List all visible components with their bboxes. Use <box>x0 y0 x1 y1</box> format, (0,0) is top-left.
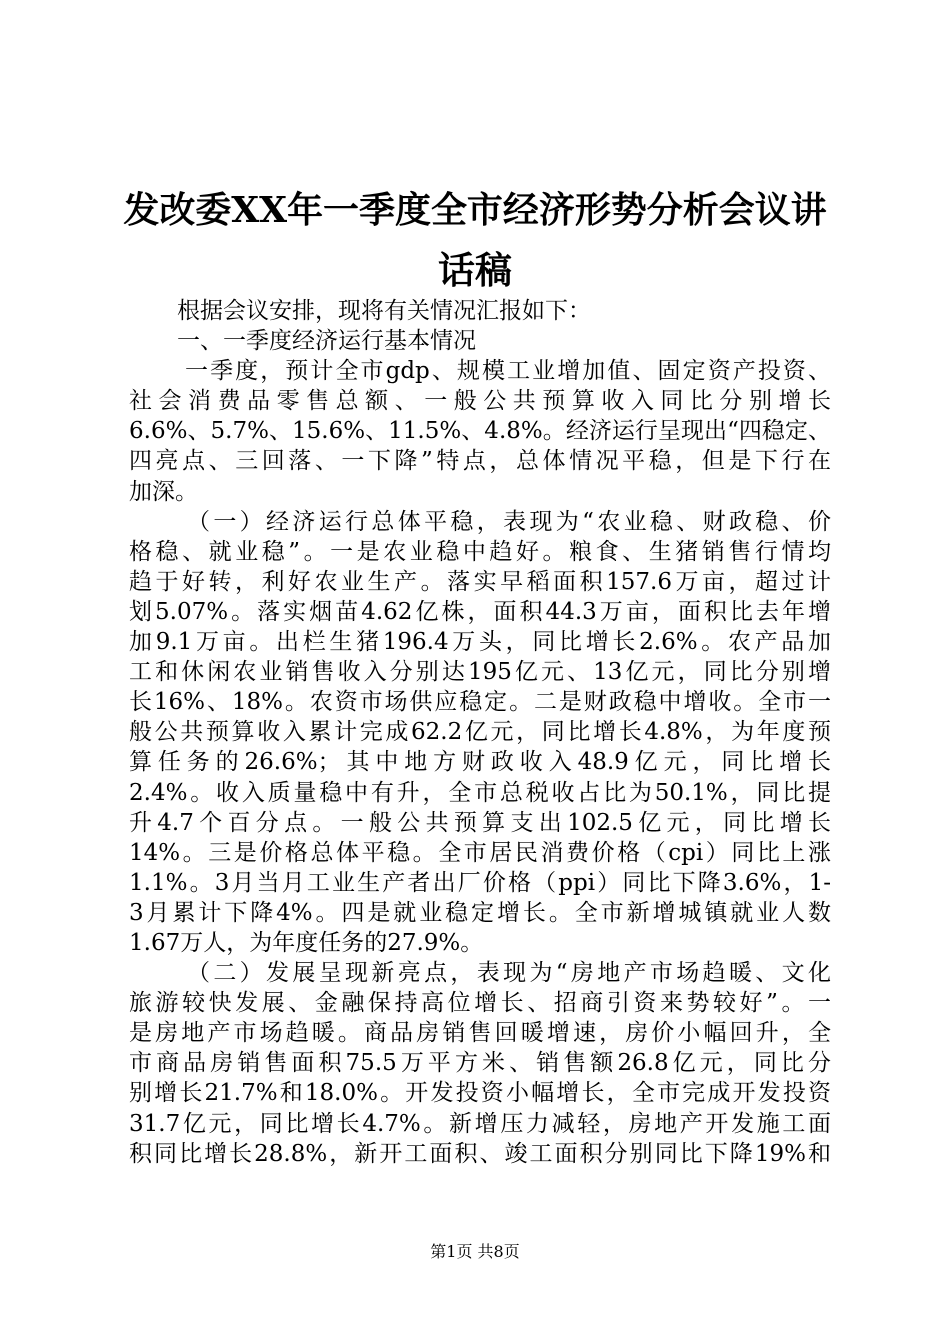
paragraph-line: 划5.07%。落实烟苗4.62亿株，面积44.3万亩，面积比去年增 <box>129 598 831 625</box>
paragraph-line: 社会消费品零售总额、一般公共预算收入同比分别增长 <box>129 388 831 415</box>
paragraph-line: 加9.1万亩。出栏生猪196.4万头，同比增长2.6%。农产品加 <box>129 629 831 656</box>
paragraph-line: 般公共预算收入累计完成62.2亿元，同比增长4.8%，为年度预 <box>129 719 831 746</box>
paragraph-line: 1.1%。3月当月工业生产者出厂价格（ppi）同比下降3.6%，1- <box>129 869 831 896</box>
paragraph-line: 工和休闲农业销售收入分别达195亿元、13亿元，同比分别增 <box>129 659 831 686</box>
paragraph-line: 1.67万人，为年度任务的27.9%。 <box>129 929 484 956</box>
document-title-line-2: 话稿 <box>438 248 512 292</box>
paragraph-line: 31.7亿元，同比增长4.7%。新增压力减轻，房地产开发施工面 <box>129 1110 831 1137</box>
paragraph-line: 加深。 <box>129 478 198 505</box>
paragraph-line: （二）发展呈现新亮点，表现为“房地产市场趋暖、文化 <box>187 960 831 987</box>
paragraph-line: 格稳、就业稳”。一是农业稳中趋好。粮食、生猪销售行情均 <box>129 538 831 565</box>
paragraph-line: 升4.7个百分点。一般公共预算支出102.5亿元，同比增长 <box>129 809 831 836</box>
paragraph-line: （一）经济运行总体平稳，表现为“农业稳、财政稳、价 <box>187 508 831 535</box>
paragraph-line: 四亮点、三回落、一下降”特点，总体情况平稳，但是下行在 <box>129 448 831 475</box>
paragraph-line: 是房地产市场趋暖。商品房销售回暖增速，房价小幅回升，全 <box>129 1020 831 1047</box>
paragraph-line: 14%。三是价格总体平稳。全市居民消费价格（cpi）同比上涨 <box>129 839 831 866</box>
section-heading: 一、一季度经济运行基本情况 <box>177 328 476 355</box>
paragraph-line: 2.4%。收入质量稳中有升，全市总税收占比为50.1%，同比提 <box>129 779 831 806</box>
document-body <box>129 296 831 1169</box>
paragraph-line: 趋于好转，利好农业生产。落实早稻面积157.6万亩，超过计 <box>129 568 831 595</box>
document-title-line-1: 发改委XX年一季度全市经济形势分析会议讲 <box>123 189 827 231</box>
paragraph-line: 市商品房销售面积75.5万平方米、销售额26.8亿元，同比分 <box>129 1050 831 1077</box>
paragraph-line: 算任务的26.6%；其中地方财政收入48.9亿元，同比增长 <box>129 749 831 776</box>
paragraph-line: 一季度，预计全市gdp、规模工业增加值、固定资产投资、 <box>185 358 831 385</box>
page-number-footer: 第1页 共8页 <box>430 1242 520 1261</box>
paragraph-line: 积同比增长28.8%，新开工面积、竣工面积分别同比下降19%和 <box>129 1140 831 1167</box>
paragraph-line: 3月累计下降4%。四是就业稳定增长。全市新增城镇就业人数 <box>129 899 831 926</box>
paragraph-line: 6.6%、5.7%、15.6%、11.5%、4.8%。经济运行呈现出“四稳定、 <box>129 418 831 445</box>
paragraph-line: 别增长21.7%和18.0%。开发投资小幅增长，全市完成开发投资 <box>129 1080 831 1107</box>
paragraph-line: 旅游较快发展、金融保持高位增长、招商引资来势较好”。一 <box>129 990 831 1017</box>
paragraph-line: 根据会议安排，现将有关情况汇报如下： <box>177 298 591 324</box>
paragraph-line: 长16%、18%。农资市场供应稳定。二是财政稳中增收。全市一 <box>129 689 831 716</box>
